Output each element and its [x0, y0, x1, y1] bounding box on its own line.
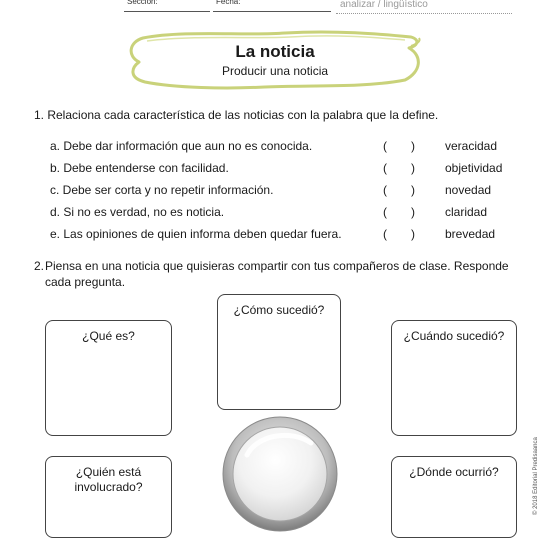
match-word: objetividad: [445, 161, 503, 175]
match-row: [50, 205, 520, 223]
answer-box-when-label: ¿Cuándo sucedió?: [403, 329, 505, 343]
question-1-prompt: 1. Relaciona cada característica de las noticias con la palabra que la define.: [34, 108, 439, 122]
answer-paren-close: ): [411, 139, 415, 153]
title-banner: [125, 28, 425, 92]
skill-tag: analizar / lingüístico: [340, 0, 428, 10]
answer-box-where-label: ¿Dónde ocurrió?: [409, 465, 499, 479]
match-word: claridad: [445, 205, 488, 219]
match-row: [50, 227, 520, 245]
answer-box-how-label: ¿Cómo sucedió?: [233, 303, 325, 317]
date-line: [213, 11, 331, 12]
section-line: [124, 11, 210, 12]
match-statement: e. Las opiniones de quien informa deben quedar fuera.: [50, 227, 342, 241]
answer-paren-close: ): [411, 227, 415, 241]
skill-tag-underline: [336, 13, 512, 14]
match-statement: b. Debe entenderse con facilidad.: [50, 161, 229, 175]
answer-paren-open: (: [383, 139, 387, 153]
answer-paren-close: ): [411, 161, 415, 175]
match-statement: a. Debe dar información que aun no es conocida.: [50, 139, 313, 153]
answer-paren-open: (: [383, 183, 387, 197]
publisher-credit: © 2018 Editorial Predisaanca: [533, 437, 539, 515]
section-label: Sección:: [127, 0, 158, 6]
answer-box-when[interactable]: [391, 320, 517, 436]
question-2-number: 2.: [34, 259, 45, 273]
match-row: [50, 161, 520, 179]
page-subtitle: Producir una noticia: [221, 64, 329, 78]
match-row: [50, 139, 520, 157]
answer-box-who-label: ¿Quién está involucrado?: [74, 465, 143, 494]
match-statement: d. Si no es verdad, no es noticia.: [50, 205, 225, 219]
answer-box-who[interactable]: [45, 456, 172, 538]
answer-box-how[interactable]: [217, 294, 341, 410]
question-2-text: Piensa en una noticia que quisieras compartir con tus compañeros de clase. Responde cada pregunta.: [45, 259, 509, 289]
date-label: Fecha:: [216, 0, 241, 6]
answer-paren-open: (: [383, 227, 387, 241]
match-row: [50, 183, 520, 201]
page-title: La noticia: [235, 42, 315, 61]
answer-paren-open: (: [383, 161, 387, 175]
match-statement: c. Debe ser corta y no repetir información.: [50, 183, 274, 197]
header-strip: [0, 0, 550, 14]
answer-paren-close: ): [411, 205, 415, 219]
match-word: veracidad: [445, 139, 498, 153]
answer-box-what-label: ¿Qué es?: [82, 329, 135, 343]
answer-box-where[interactable]: [391, 456, 517, 538]
answer-box-what[interactable]: [45, 320, 172, 436]
answer-paren-close: ): [411, 183, 415, 197]
match-word: brevedad: [445, 227, 496, 241]
magnifying-lens-icon: [221, 415, 339, 533]
answer-paren-open: (: [383, 205, 387, 219]
match-word: novedad: [445, 183, 492, 197]
